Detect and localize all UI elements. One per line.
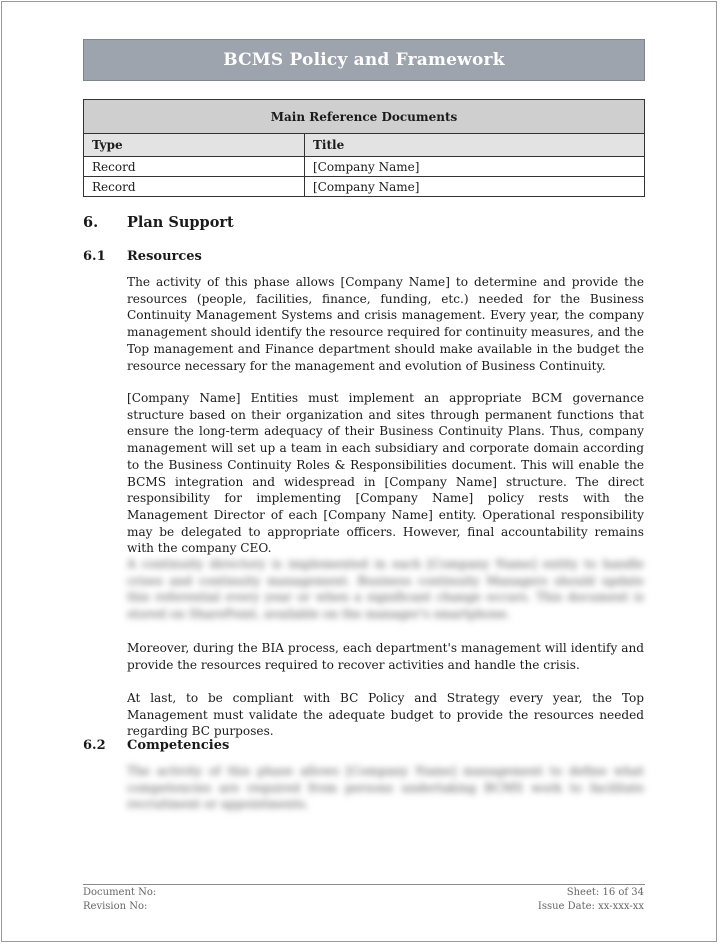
issue-date: Issue Date: xx-xxx-xx: [537, 901, 644, 912]
subsection-heading-resources: [83, 249, 202, 264]
section-heading: [83, 214, 234, 231]
table-caption: Main Reference Documents: [84, 100, 645, 134]
subsection-title: Competencies: [127, 738, 230, 753]
column-header-title: Title: [305, 134, 645, 157]
footer-divider: [83, 884, 645, 885]
reference-documents-table: [83, 99, 645, 197]
paragraph: The activity of this phase allows [Company Name] to determine and provide the resources (people, facilities, finance, funding, etc.) needed for the Business Continuity Management Systems and crisis management. Every year, the company management should identify the resource required for continuity measures, and the Top management and Finance department should make available in the budget the resource necessary for the management and evolution of Business Continuity.: [127, 275, 644, 373]
table-row: [84, 157, 645, 177]
subsection-number: 6.2: [83, 738, 106, 753]
blurred-paragraph: A continuity directory is implemented in each [Company Name] entity to handle crises and continuity management. Business continuity Managers should update this referential every year or when a significant change occurs. This document is stored on SharePoint, available on the manager's smartphone.: [127, 557, 644, 622]
subsection-title: Resources: [127, 249, 202, 264]
column-header-type: Type: [84, 134, 305, 157]
paragraph: Moreover, during the BIA process, each department's management will identify and provide the resources required to recover activities and handle the crisis.: [127, 641, 644, 672]
table-header-row: [84, 134, 645, 157]
section-number: 6.: [83, 214, 99, 231]
footer-right: [538, 886, 644, 914]
table-caption-row: [84, 100, 645, 134]
cell-type: Record: [84, 157, 305, 177]
cell-title: [Company Name]: [305, 157, 645, 177]
document-title: BCMS Policy and Framework: [223, 50, 505, 70]
cell-title: [Company Name]: [305, 177, 645, 197]
revision-number-label: Revision No:: [83, 901, 148, 912]
sheet-number: Sheet: 16 of 34: [566, 887, 644, 898]
table-row: [84, 177, 645, 197]
blurred-paragraph: The activity of this phase allows [Company Name] management to define what competencies are required from persons undertaking BCMS work to facilitate recruitment or appointments.: [127, 764, 644, 812]
document-number-label: Document No:: [83, 887, 157, 898]
paragraph: [Company Name] Entities must implement an appropriate BCM governance structure based on their organization and sites through permanent functions that ensure the long-term adequacy of their Business Continuity Plans. Thus, company management will set up a team in each subsidiary and corporate domain according to the Business Continuity Roles & Responsibilities document. This will enable the BCMS integration and widespread in [Company Name] structure. The direct responsibility for implementing [Company Name] policy rests with the Management Director of each [Company Name] entity. Operational responsibility may be delegated to appropriate officers. However, final accountability remains with the company CEO.: [127, 391, 644, 556]
paragraph: At last, to be compliant with BC Policy and Strategy every year, the Top Management must validate the adequate budget to provide the resources needed regarding BC purposes.: [127, 691, 644, 739]
cell-type: Record: [84, 177, 305, 197]
document-title-banner: [83, 39, 645, 81]
subsection-heading-competencies: [83, 738, 229, 753]
section-title: Plan Support: [127, 214, 234, 231]
footer-left: [83, 886, 156, 914]
subsection-number: 6.1: [83, 249, 106, 264]
